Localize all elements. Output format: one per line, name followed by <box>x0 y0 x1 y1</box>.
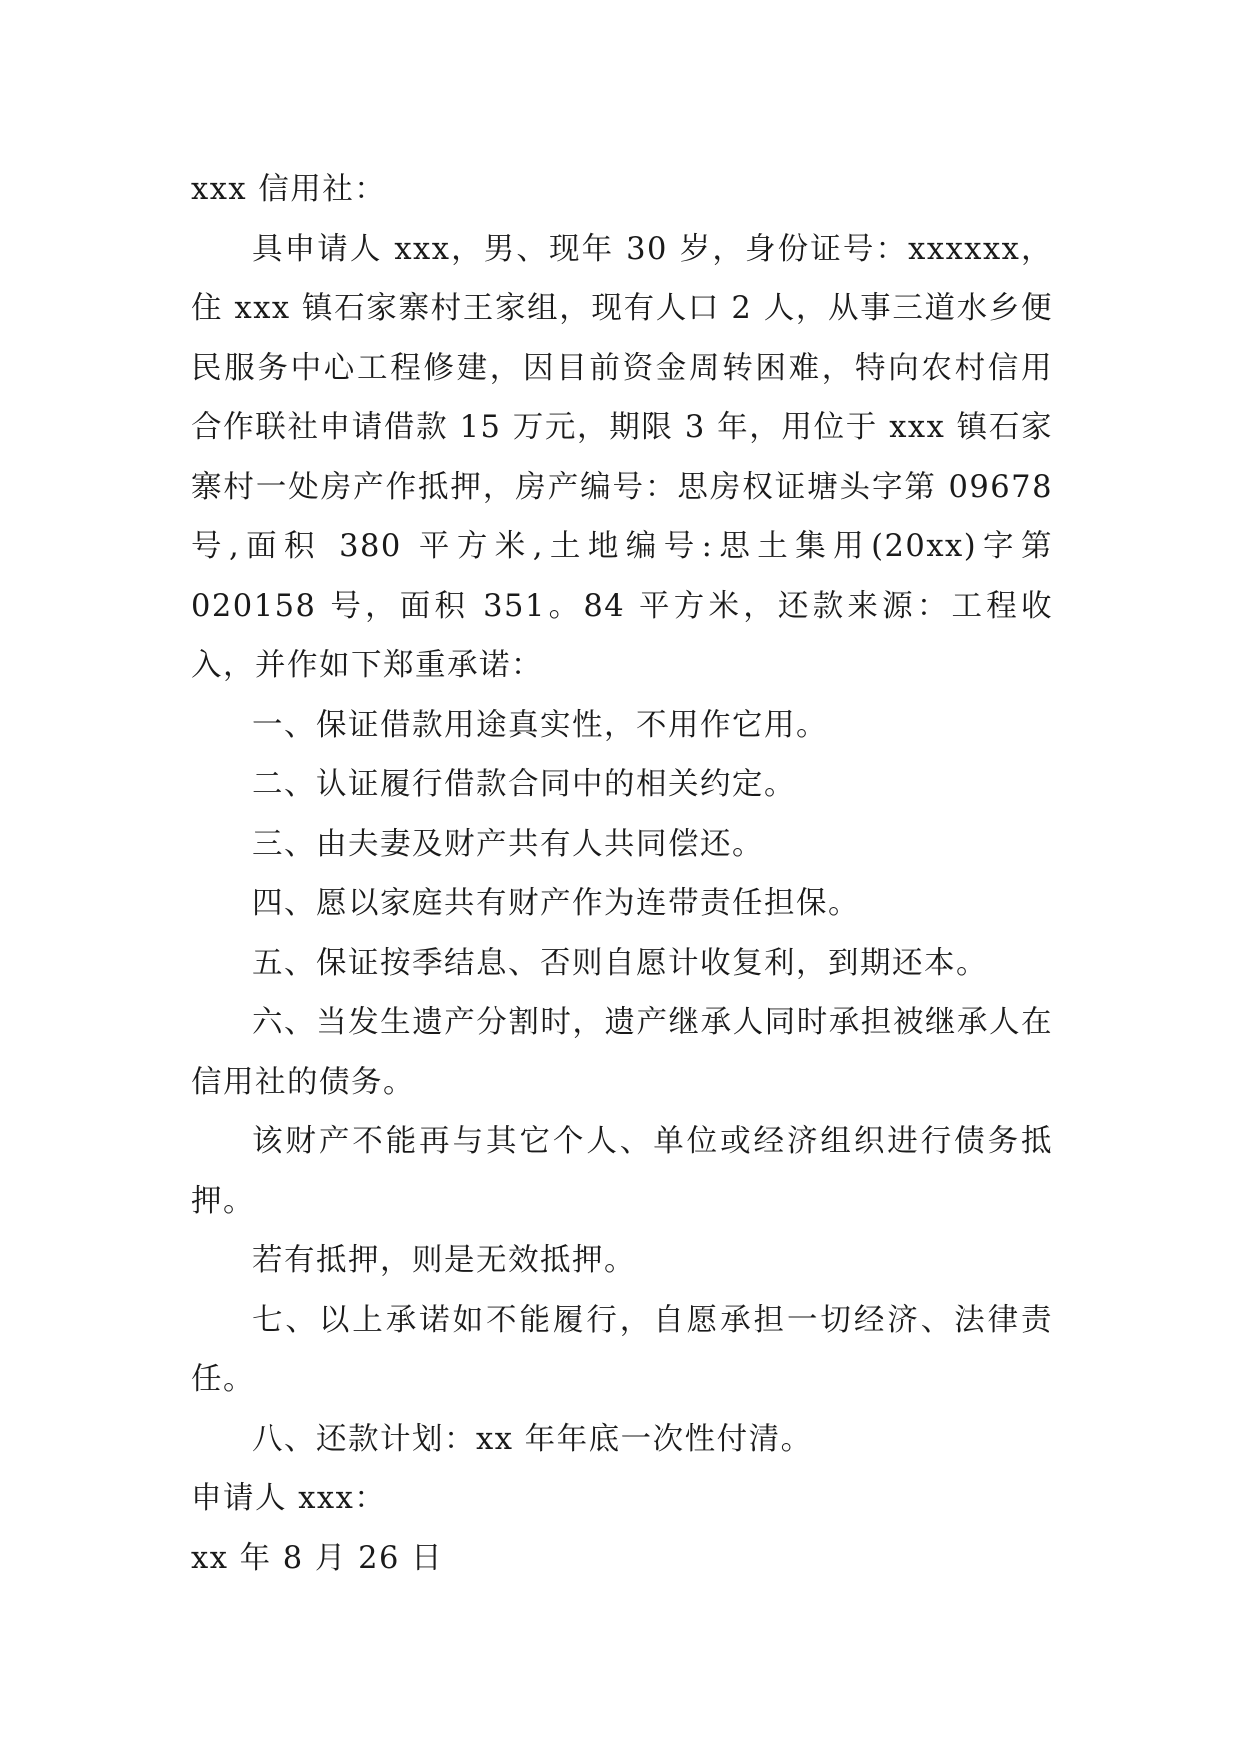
salutation: xxx 信用社： <box>191 172 387 207</box>
mortgage-note: 若有抵押，则是无效抵押。 <box>252 1243 636 1278</box>
applicant-signature: 申请人 xxx： <box>191 1481 387 1516</box>
document-body <box>191 160 1053 1588</box>
commitment-7: 七、以上承诺如不能履行，自愿承担一切经济、法律责任。 <box>191 1302 1053 1397</box>
document-date: xx 年 8 月 26 日 <box>191 1540 444 1576</box>
commitment-8: 八、还款计划：xx 年年底一次性付清。 <box>252 1421 813 1457</box>
commitment-1: 一、保证借款用途真实性，不用作它用。 <box>252 707 828 743</box>
commitment-4: 四、愿以家庭共有财产作为连带责任担保。 <box>252 886 860 921</box>
commitment-5: 五、保证按季结息、否则自愿计收复利，到期还本。 <box>252 945 988 981</box>
property-note: 该财产不能再与其它个人、单位或经济组织进行债务抵押。 <box>191 1124 1053 1219</box>
commitment-2: 二、认证履行借款合同中的相关约定。 <box>252 767 796 802</box>
commitment-3: 三、由夫妻及财产共有人共同偿还。 <box>252 826 764 862</box>
commitment-6: 六、当发生遗产分割时，遗产继承人同时承担被继承人在信用社的债务。 <box>191 1005 1053 1100</box>
intro-paragraph: 具申请人 xxx，男、现年 30 岁，身份证号：xxxxxx，住 xxx 镇石家寨村王家组，现有人口 2 人，从事三道水乡便民服务中心工程修建，因目前资金周转困难，特向农村信用合作联社申请借款 15 万元，期限 3 年，用位于 xxx 镇石家寨村一处房产作抵押，房产编号：思房权证塘头字第 09678 号,面积 380 平方米,土地编号:思土集用(20xx)字第 020158 号，面积 351。84 平方米，还款来源：工程收入，并作如下郑重承诺： <box>191 231 1053 683</box>
